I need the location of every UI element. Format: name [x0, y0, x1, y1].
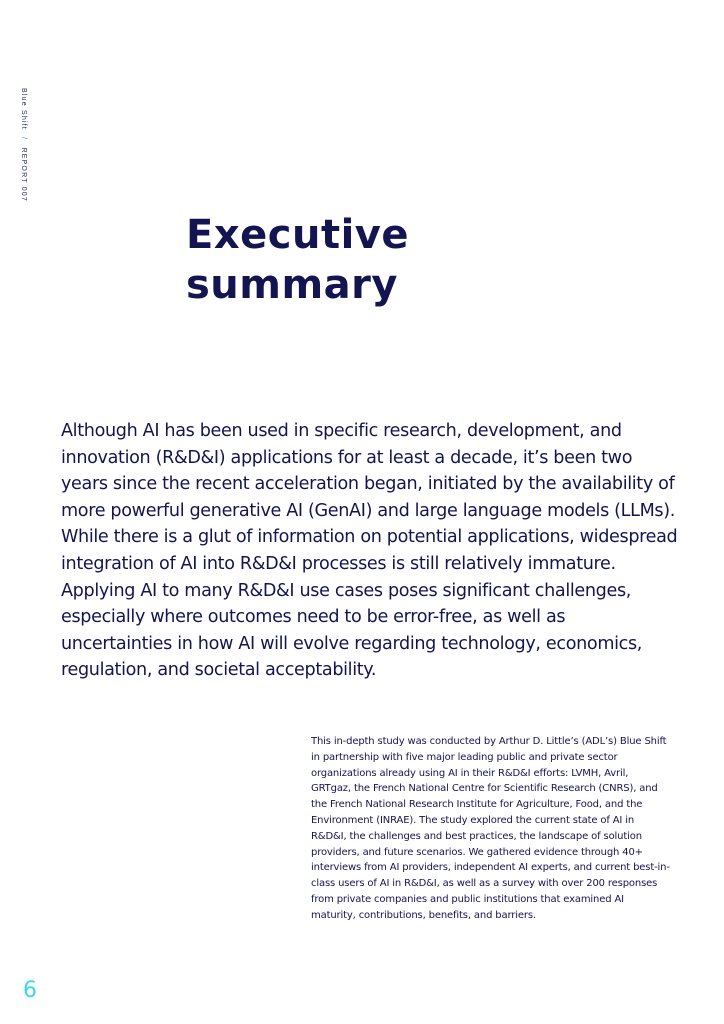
page-title — [186, 210, 409, 310]
title-line-2: summary — [186, 262, 398, 308]
series-separator: / — [20, 137, 27, 141]
report-series-label — [20, 88, 27, 202]
report-number: REPORT 007 — [20, 147, 27, 202]
lead-paragraph: Although AI has been used in specific research, development, and innovation (R&D&I) applications for at least a decade, it’s been two years since the recent acceleration began, initiated by the availability of more powerful generative AI (GenAI) and large language models (LLMs). While there is a glut of information on potential applications, widespread integration of AI into R&D&I processes is still relatively immature. Applying AI to many R&D&I use cases poses significant challenges, especially where outcomes need to be error-free, as well as uncertainties in how AI will evolve regarding technology, economics, regulation, and societal acceptability. — [61, 421, 678, 681]
series-name: Blue Shift — [20, 88, 27, 130]
page-number: 6 — [23, 978, 37, 1003]
study-note: This in-depth study was conducted by Arthur D. Little’s (ADL’s) Blue Shift in partnership with five major leading public and private sector organizations already using AI in their R&D&I efforts: LVMH, Avril, GRTgaz, the French National Centre for Scientific Research (CNRS), and the French National Research Institute for Agriculture, Food, and the Environment (INRAE). The study explored the current state of AI in R&D&I, the challenges and best practices, the landscape of solution providers, and future scenarios. We gathered evidence through 40+ interviews from AI providers, independent AI experts, and current best-in-class users of AI in R&D&I, as well as a survey with over 200 responses from private companies and public institutions that examined AI maturity, contributions, benefits, and barriers. — [311, 736, 670, 921]
title-line-1: Executive — [186, 212, 409, 258]
